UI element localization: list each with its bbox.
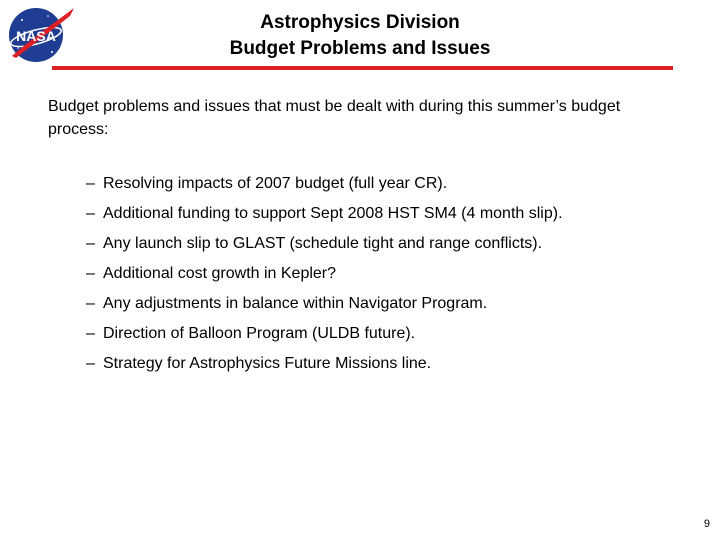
bullet-dash: –	[86, 265, 95, 282]
list-item-text: Additional funding to support Sept 2008 HST SM4 (4 month slip).	[103, 205, 563, 222]
nasa-logo	[4, 4, 76, 64]
nasa-meatball-icon	[4, 4, 76, 64]
bullet-dash: –	[86, 295, 95, 312]
title-divider	[52, 66, 673, 70]
list-item-text: Resolving impacts of 2007 budget (full year CR).	[103, 175, 448, 192]
list-item-text: Any launch slip to GLAST (schedule tight and range conflicts).	[103, 235, 543, 252]
issues-list	[86, 171, 563, 381]
list-item	[86, 201, 563, 231]
slide-title	[150, 10, 570, 62]
list-item	[86, 261, 563, 291]
list-item-text: Strategy for Astrophysics Future Missions line.	[103, 355, 432, 372]
title-line-1: Astrophysics Division	[260, 12, 460, 33]
list-item	[86, 321, 563, 351]
list-item-text: Direction of Balloon Program (ULDB future).	[103, 325, 416, 342]
intro-text: Budget problems and issues that must be dealt with during this summer’s budget process:	[48, 98, 621, 138]
bullet-dash: –	[86, 205, 95, 222]
title-line-2: Budget Problems and Issues	[229, 38, 491, 59]
list-item	[86, 171, 563, 201]
list-item	[86, 291, 563, 321]
bullet-dash: –	[86, 325, 95, 342]
list-item	[86, 231, 563, 261]
bullet-dash: –	[86, 355, 95, 372]
bullet-dash: –	[86, 175, 95, 192]
list-item-text: Any adjustments in balance within Navigator Program.	[103, 295, 488, 312]
svg-text:NASA: NASA	[16, 28, 56, 44]
bullet-dash: –	[86, 235, 95, 252]
list-item-text: Additional cost growth in Kepler?	[103, 265, 337, 282]
list-item	[86, 351, 563, 381]
page-number: 9	[703, 518, 710, 530]
